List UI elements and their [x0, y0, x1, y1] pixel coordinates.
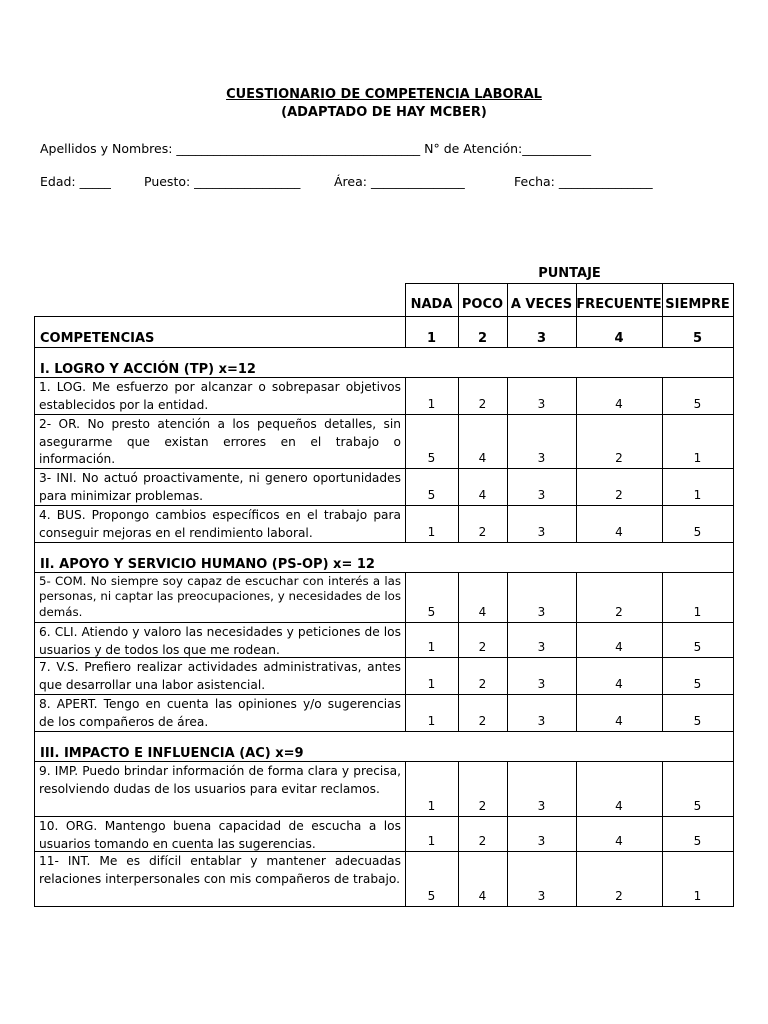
table-border: [733, 347, 734, 378]
table-border: [662, 377, 663, 415]
score-option[interactable]: 2: [615, 605, 623, 619]
table-border: [662, 622, 663, 658]
field-edad[interactable]: Edad: _____: [40, 174, 111, 189]
table-border: [507, 851, 508, 907]
table-border: [662, 657, 663, 695]
table-border: [576, 694, 577, 732]
question-text: 2- OR. No presto atención a los pequeños detalles, sin asegurarme que existan errores en el trabajo o información.: [39, 417, 401, 466]
table-border: [34, 761, 734, 762]
score-option[interactable]: 4: [615, 834, 623, 848]
table-border: [733, 694, 734, 732]
table-border: [576, 761, 577, 817]
score-option[interactable]: 2: [615, 488, 623, 502]
score-option[interactable]: 4: [615, 525, 623, 539]
table-border: [34, 816, 35, 852]
score-option[interactable]: 5: [693, 525, 702, 539]
field-puesto[interactable]: Puesto: _________________: [144, 174, 301, 189]
table-border: [733, 816, 734, 852]
table-border: [34, 542, 734, 543]
question-text: 5- COM. No siempre soy capaz de escuchar con interés a las personas, ni captar las preocupaciones, y necesidades de los demás.: [39, 574, 401, 619]
score-option[interactable]: 3: [537, 834, 546, 848]
table-border: [576, 657, 577, 695]
question-text: 3- INI. No actuó proactivamente, ni genero oportunidades para minimizar problemas.: [39, 471, 401, 503]
table-border: [405, 316, 406, 348]
table-border: [405, 622, 406, 658]
table-border: [576, 572, 577, 623]
table-border: [405, 657, 406, 695]
table-border: [662, 851, 663, 907]
table-border: [576, 468, 577, 506]
table-border: [507, 657, 508, 695]
table-border: [34, 347, 734, 348]
table-border: [733, 761, 734, 817]
score-option[interactable]: 2: [478, 525, 487, 539]
score-option[interactable]: 5: [693, 799, 702, 813]
competencias-label: COMPETENCIAS: [40, 331, 155, 346]
score-option[interactable]: 2: [478, 714, 487, 728]
score-option[interactable]: 5: [427, 451, 436, 465]
score-option[interactable]: 2: [615, 451, 623, 465]
table-border: [458, 694, 459, 732]
table-border: [34, 542, 35, 573]
question-text: 8. APERT. Tengo en cuenta las opiniones y/o sugerencias de los compañeros de área.: [39, 697, 401, 729]
score-option[interactable]: 1: [693, 451, 702, 465]
score-option[interactable]: 3: [537, 488, 546, 502]
column-value-4: 4: [614, 331, 624, 346]
table-border: [507, 468, 508, 506]
table-border: [458, 657, 459, 695]
table-border: [733, 377, 734, 415]
table-border: [34, 414, 35, 469]
table-border: [733, 542, 734, 573]
table-border: [34, 622, 734, 623]
table-border: [662, 572, 663, 623]
table-border: [458, 505, 459, 543]
table-border: [576, 316, 577, 348]
table-border: [733, 414, 734, 469]
table-border: [507, 622, 508, 658]
table-border: [34, 572, 35, 623]
table-border: [733, 468, 734, 506]
score-option[interactable]: 2: [478, 397, 487, 411]
score-option[interactable]: 5: [693, 714, 702, 728]
table-border: [34, 694, 734, 695]
section-title: II. APOYO Y SERVICIO HUMANO (PS-OP) x= 12: [40, 557, 375, 572]
table-border: [34, 906, 734, 907]
score-option[interactable]: 5: [693, 640, 702, 654]
table-border: [733, 283, 734, 317]
column-header-frecuente: FRECUENTE: [576, 297, 662, 312]
table-border: [405, 377, 406, 415]
table-border: [662, 414, 663, 469]
score-option[interactable]: 3: [537, 799, 546, 813]
column-value-5: 5: [692, 331, 703, 346]
score-option[interactable]: 1: [427, 525, 436, 539]
table-border: [458, 468, 459, 506]
column-header-a-veces: A VECES: [510, 297, 573, 312]
score-option[interactable]: 5: [693, 397, 702, 411]
table-border: [34, 316, 734, 317]
table-border: [405, 468, 406, 506]
table-border: [662, 694, 663, 732]
score-option[interactable]: 4: [615, 677, 623, 691]
table-border: [34, 316, 35, 348]
table-border: [458, 572, 459, 623]
table-border: [507, 694, 508, 732]
table-border: [405, 816, 406, 852]
table-border: [34, 505, 734, 506]
table-border: [405, 694, 406, 732]
section-title: III. IMPACTO E INFLUENCIA (AC) x=9: [40, 746, 304, 761]
score-option[interactable]: 5: [427, 488, 436, 502]
score-option[interactable]: 3: [537, 714, 546, 728]
table-border: [733, 657, 734, 695]
score-option[interactable]: 3: [537, 889, 546, 903]
score-option[interactable]: 1: [427, 397, 436, 411]
field-area[interactable]: Área: _______________: [334, 174, 465, 189]
table-border: [576, 414, 577, 469]
table-border: [458, 622, 459, 658]
table-border: [34, 851, 35, 907]
score-option[interactable]: 1: [427, 714, 436, 728]
question-text: 6. CLI. Atiendo y valoro las necesidades y peticiones de los usuarios y de todos los que me rodean.: [39, 625, 401, 657]
table-border: [458, 377, 459, 415]
score-option[interactable]: 4: [478, 605, 487, 619]
document-subtitle: (ADAPTADO DE HAY MCBER): [281, 105, 487, 120]
table-border: [34, 816, 734, 817]
score-option[interactable]: 3: [537, 451, 546, 465]
table-border: [34, 468, 734, 469]
table-border: [34, 761, 35, 817]
table-border: [662, 505, 663, 543]
column-header-poco: POCO: [461, 297, 504, 312]
score-option[interactable]: 1: [427, 834, 436, 848]
column-header-siempre: SIEMPRE: [665, 297, 730, 312]
score-option[interactable]: 1: [693, 605, 702, 619]
table-border: [34, 505, 35, 543]
score-option[interactable]: 2: [478, 677, 487, 691]
score-option[interactable]: 1: [693, 889, 702, 903]
table-border: [662, 468, 663, 506]
question-text: 1. LOG. Me esfuerzo por alcanzar o sobrepasar objetivos establecidos por la entidad.: [39, 380, 401, 412]
table-border: [576, 622, 577, 658]
table-border: [507, 816, 508, 852]
table-border: [458, 414, 459, 469]
question-text: 9. IMP. Puedo brindar información de forma clara y precisa, resolviendo dudas de los usuarios para evitar reclamos.: [39, 764, 401, 796]
table-border: [34, 731, 35, 762]
score-option[interactable]: 3: [537, 525, 546, 539]
table-border: [405, 505, 406, 543]
question-text: 7. V.S. Prefiero realizar actividades administrativas, antes que desarrollar una labor asistencial.: [39, 660, 401, 692]
table-border: [34, 377, 734, 378]
table-border: [405, 414, 406, 469]
table-border: [34, 572, 734, 573]
table-border: [662, 761, 663, 817]
score-option[interactable]: 2: [478, 834, 487, 848]
table-border: [458, 316, 459, 348]
table-border: [662, 316, 663, 348]
table-border: [405, 283, 734, 284]
table-border: [34, 657, 35, 695]
table-border: [34, 851, 734, 852]
table-border: [458, 851, 459, 907]
table-border: [405, 851, 406, 907]
score-option[interactable]: 1: [427, 799, 436, 813]
table-border: [34, 622, 35, 658]
table-border: [733, 622, 734, 658]
table-border: [405, 761, 406, 817]
score-option[interactable]: 3: [537, 640, 546, 654]
table-border: [576, 377, 577, 415]
puntaje-label: PUNTAJE: [538, 266, 601, 281]
score-option[interactable]: 4: [615, 397, 623, 411]
score-option[interactable]: 3: [537, 677, 546, 691]
question-text: 11- INT. Me es difícil entablar y mantener adecuadas relaciones interpersonales con mis compañeros de trabajo.: [39, 854, 401, 886]
table-border: [507, 572, 508, 623]
column-value-1: 1: [426, 331, 437, 346]
table-border: [576, 851, 577, 907]
score-option[interactable]: 5: [427, 605, 436, 619]
table-border: [576, 505, 577, 543]
score-option[interactable]: 4: [478, 889, 487, 903]
column-value-2: 2: [477, 331, 488, 346]
score-option[interactable]: 4: [615, 714, 623, 728]
score-option[interactable]: 3: [537, 605, 546, 619]
table-border: [507, 316, 508, 348]
section-title: I. LOGRO Y ACCIÓN (TP) x=12: [40, 362, 256, 377]
score-option[interactable]: 1: [427, 640, 436, 654]
table-border: [507, 414, 508, 469]
table-border: [507, 761, 508, 817]
field-fecha[interactable]: Fecha: _______________: [514, 174, 653, 189]
score-option[interactable]: 2: [478, 640, 487, 654]
table-border: [34, 414, 734, 415]
score-option[interactable]: 1: [693, 488, 702, 502]
table-border: [34, 377, 35, 415]
column-header-nada: NADA: [410, 297, 453, 312]
table-border: [34, 657, 734, 658]
table-border: [405, 572, 406, 623]
score-option[interactable]: 4: [478, 488, 487, 502]
table-border: [34, 731, 734, 732]
table-border: [576, 816, 577, 852]
question-text: 4. BUS. Propongo cambios específicos en el trabajo para conseguir mejoras en el rendimiento laboral.: [39, 508, 401, 540]
table-border: [662, 816, 663, 852]
table-border: [34, 468, 35, 506]
score-option[interactable]: 5: [427, 889, 436, 903]
table-border: [733, 316, 734, 348]
score-option[interactable]: 4: [478, 451, 487, 465]
score-option[interactable]: 3: [537, 397, 546, 411]
table-border: [733, 731, 734, 762]
document-title: CUESTIONARIO DE COMPETENCIA LABORAL: [226, 87, 542, 102]
table-border: [34, 694, 35, 732]
score-option[interactable]: 2: [615, 889, 623, 903]
table-border: [733, 572, 734, 623]
table-border: [34, 347, 35, 378]
score-option[interactable]: 4: [615, 799, 623, 813]
score-option[interactable]: 4: [615, 640, 623, 654]
score-option[interactable]: 2: [478, 799, 487, 813]
table-border: [507, 505, 508, 543]
score-option[interactable]: 5: [693, 834, 702, 848]
table-border: [458, 761, 459, 817]
table-border: [507, 377, 508, 415]
table-border: [458, 816, 459, 852]
field-nombres[interactable]: Apellidos y Nombres: _______________________________________ N° de Atención:___________: [40, 141, 592, 156]
question-text: 10. ORG. Mantengo buena capacidad de escucha a los usuarios tomando en cuenta las sugerencias.: [39, 819, 401, 851]
score-option[interactable]: 5: [693, 677, 702, 691]
table-border: [733, 851, 734, 907]
score-option[interactable]: 1: [427, 677, 436, 691]
table-border: [733, 505, 734, 543]
column-value-3: 3: [536, 331, 547, 346]
